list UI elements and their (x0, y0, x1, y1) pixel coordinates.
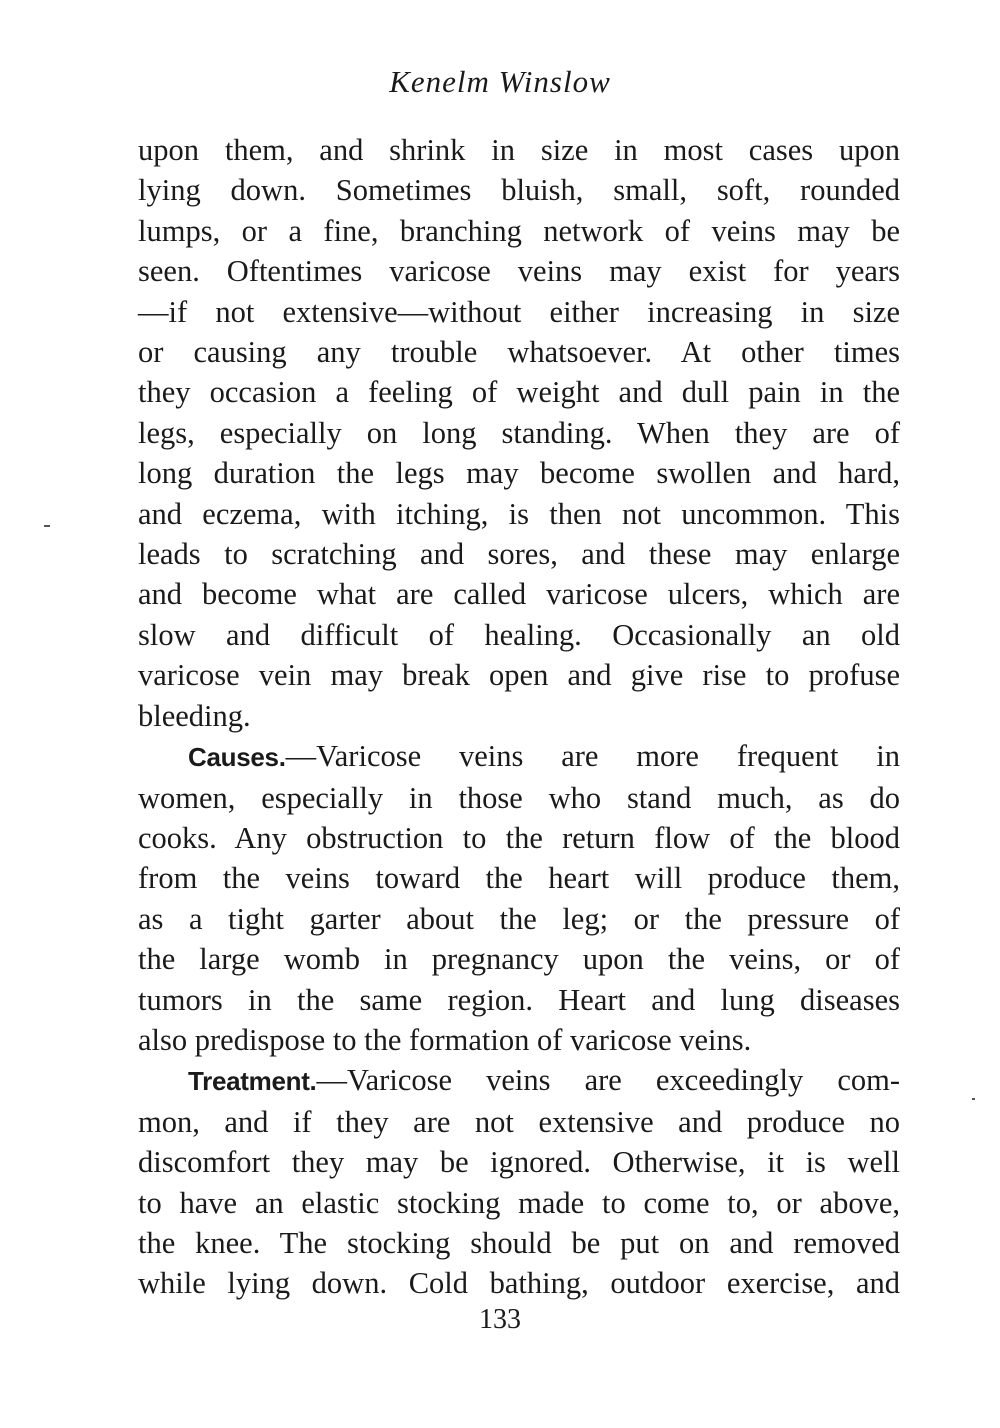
text-line: discomfort they may be ignored. Otherwise, it is well (138, 1145, 900, 1180)
heading-line-rest: —Varicose veins are more frequent in (285, 739, 900, 774)
text-line: seen. Oftentimes varicose veins may exist for years (138, 254, 900, 289)
text-line: mon, and if they are not extensive and produce no (138, 1104, 900, 1139)
text-line (138, 1060, 900, 1101)
text-line: women, especially in those who stand much, as do (138, 780, 900, 815)
paragraph-continuation (138, 130, 900, 736)
text-line: varicose vein may break open and give rise to profuse (138, 658, 900, 693)
text-line: the knee. The stocking should be put on and removed (138, 1225, 900, 1260)
text-line: while lying down. Cold bathing, outdoor exercise, and (138, 1266, 900, 1301)
text-line: slow and difficult of healing. Occasionally an old (138, 617, 900, 652)
text-line: —if not extensive—without either increasing in size (138, 294, 900, 329)
text-line (138, 736, 900, 777)
text-line: leads to scratching and sores, and these may enlarge (138, 537, 900, 572)
text-line: long duration the legs may become swollen and hard, (138, 456, 900, 491)
text-line: upon them, and shrink in size in most cases upon (138, 133, 900, 167)
text-line: lumps, or a fine, branching network of veins may be (138, 213, 900, 248)
text-line: from the veins toward the heart will produce them, (138, 861, 900, 896)
body-text (138, 130, 900, 1304)
text-line: the large womb in pregnancy upon the veins, or of (138, 942, 900, 977)
paragraph-causes (138, 736, 900, 1060)
scan-speck (972, 1098, 975, 1100)
running-head: Kenelm Winslow (389, 64, 611, 99)
text-line: and eczema, with itching, is then not uncommon. This (138, 496, 900, 531)
text-line: cooks. Any obstruction to the return flow of the blood (138, 820, 900, 855)
text-line: they occasion a feeling of weight and dull pain in the (138, 375, 900, 410)
text-line: as a tight garter about the leg; or the pressure of (138, 901, 900, 936)
section-heading-treatment: Treatment. (188, 1066, 317, 1097)
text-line: also predispose to the formation of varicose veins. (138, 1022, 752, 1057)
text-line: bleeding. (138, 698, 251, 733)
paragraph-treatment (138, 1060, 900, 1303)
text-line: and become what are called varicose ulcers, which are (138, 577, 900, 612)
text-line: or causing any trouble whatsoever. At other times (138, 335, 900, 370)
heading-line-rest: —Varicose veins are exceedingly com- (316, 1063, 900, 1098)
text-line: legs, especially on long standing. When they are of (138, 415, 900, 450)
page-number: 133 (479, 1304, 521, 1335)
scan-speck (44, 525, 50, 527)
text-line: to have an elastic stocking made to come to, or above, (138, 1185, 900, 1220)
text-line: tumors in the same region. Heart and lung diseases (138, 982, 900, 1017)
section-heading-causes: Causes. (188, 742, 286, 773)
text-line: lying down. Sometimes bluish, small, soft, rounded (138, 173, 900, 208)
